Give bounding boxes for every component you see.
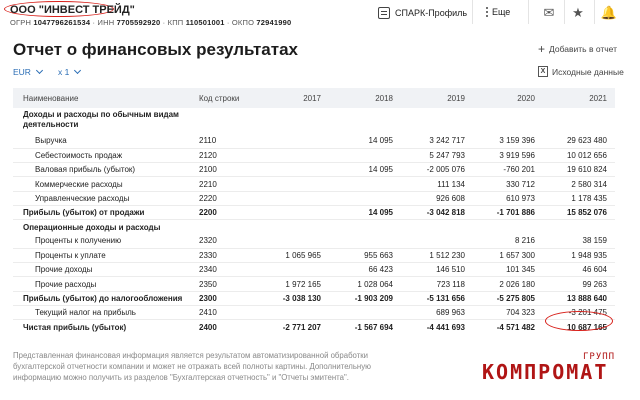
row-value: 111 134 <box>401 177 473 191</box>
toolbar-divider <box>528 0 529 24</box>
row-value <box>263 263 329 277</box>
row-value: 3 919 596 <box>473 148 543 162</box>
filters <box>13 67 80 77</box>
inn-value: 7705592920 <box>116 18 161 27</box>
row-value: -3 042 818 <box>401 205 473 219</box>
toolbar-divider <box>594 0 595 24</box>
more-label: Еще <box>492 7 511 17</box>
row-value: 10 687 165 <box>566 322 607 332</box>
table-row <box>13 320 615 334</box>
row-value: 8 216 <box>473 234 543 248</box>
row-code <box>191 220 263 234</box>
kpp-value: 110501001 <box>185 18 225 27</box>
plus-icon: + <box>538 42 546 56</box>
add-to-report-label: Добавить в отчет <box>549 44 618 54</box>
row-value: 955 663 <box>329 248 401 262</box>
row-value: -1 567 694 <box>354 322 393 332</box>
spark-profile-button[interactable] <box>378 7 467 19</box>
row-value: -3 038 130 <box>263 291 329 305</box>
row-value: 29 623 480 <box>543 134 615 148</box>
row-value: 330 712 <box>473 177 543 191</box>
row-value <box>401 220 473 234</box>
table-row <box>13 205 615 219</box>
row-value <box>263 234 329 248</box>
inn-label: ИНН <box>97 18 115 27</box>
row-name: Проценты к получению <box>13 234 191 248</box>
row-code: 2100 <box>191 163 263 177</box>
row-value <box>473 108 543 134</box>
row-value: 14 095 <box>329 205 401 219</box>
row-value <box>543 220 615 234</box>
row-code: 2340 <box>191 263 263 277</box>
row-value <box>263 306 329 320</box>
row-code: 2320 <box>191 234 263 248</box>
row-value <box>329 220 401 234</box>
more-dots-icon <box>486 7 488 17</box>
row-code: 2200 <box>191 205 263 219</box>
table-row <box>13 234 615 248</box>
multiplier-value: x 1 <box>57 67 70 77</box>
company-name: ООО "ИНВЕСТ ТРЕЙД" <box>10 4 135 16</box>
table-row <box>13 163 615 177</box>
top-bar <box>0 0 640 32</box>
table-row <box>13 291 615 305</box>
row-value <box>329 306 401 320</box>
document-icon <box>378 7 390 19</box>
table-header <box>13 88 615 108</box>
row-code: 2210 <box>191 177 263 191</box>
row-code: 2400 <box>199 322 217 332</box>
row-value: 46 604 <box>543 263 615 277</box>
row-value: 2 026 180 <box>473 277 543 291</box>
okpo-value: 72941990 <box>256 18 292 27</box>
multiplier-select[interactable] <box>58 67 80 77</box>
row-name: Себестоимость продаж <box>13 148 191 162</box>
row-value: 99 263 <box>543 277 615 291</box>
row-code: 2120 <box>191 148 263 162</box>
row-code: 2330 <box>191 248 263 262</box>
table-row <box>13 191 615 205</box>
more-button[interactable] <box>486 7 510 17</box>
header-year: 2017 <box>303 93 321 103</box>
add-to-report-button[interactable] <box>538 44 617 54</box>
row-value: 1 948 935 <box>543 248 615 262</box>
source-data-button[interactable] <box>538 66 624 77</box>
row-name: Прибыль (убыток) от продажи <box>13 205 191 219</box>
row-value: 14 095 <box>329 163 401 177</box>
row-value: 2 580 314 <box>543 177 615 191</box>
row-code: 2410 <box>191 306 263 320</box>
row-value: -2 771 207 <box>282 322 321 332</box>
row-value: 5 247 793 <box>401 148 473 162</box>
row-value: -5 275 805 <box>473 291 543 305</box>
row-code: 2300 <box>191 291 263 305</box>
header-year: 2019 <box>447 93 465 103</box>
row-value: 101 345 <box>473 263 543 277</box>
row-value: 14 095 <box>329 134 401 148</box>
row-name: Доходы и расходы по обычным видам деятельности <box>23 110 179 129</box>
row-value: 610 973 <box>473 191 543 205</box>
table-row <box>13 220 615 234</box>
toolbar-divider <box>564 0 565 24</box>
row-code: 2220 <box>191 191 263 205</box>
header-code: Код строки <box>199 93 240 103</box>
highlight-circle-net-profit <box>545 311 613 331</box>
row-value: 19 610 824 <box>543 163 615 177</box>
excel-icon: X <box>538 66 548 77</box>
row-value: -4 441 693 <box>426 322 465 332</box>
row-value: 3 242 717 <box>401 134 473 148</box>
row-value <box>329 108 401 134</box>
row-value: 723 118 <box>401 277 473 291</box>
row-value <box>543 108 615 134</box>
row-value: 15 852 076 <box>543 205 615 219</box>
row-value: 926 608 <box>401 191 473 205</box>
row-value: 10 012 656 <box>543 148 615 162</box>
source-data-label: Исходные данные <box>552 66 624 77</box>
row-name: Прочие доходы <box>13 263 191 277</box>
watermark-logo: КОМПРОМАТ <box>482 360 609 384</box>
row-value: 1 178 435 <box>543 191 615 205</box>
row-value: 1 657 300 <box>473 248 543 262</box>
row-value: 1 065 965 <box>263 248 329 262</box>
company-ids: ОГРН 1047796261534 · ИНН 7705592920 · КПП 110501001 · ОКПО 72941990 <box>10 18 292 27</box>
row-value <box>401 108 473 134</box>
row-name: Прибыль (убыток) до налогообложения <box>13 291 191 305</box>
table-row <box>13 248 615 262</box>
row-name: Операционные доходы и расходы <box>23 222 161 232</box>
financial-results-table <box>13 88 615 334</box>
row-value <box>401 234 473 248</box>
kpp-label: КПП <box>167 18 184 27</box>
row-value <box>263 177 329 191</box>
chevron-down-icon <box>74 67 81 74</box>
header-year: 2018 <box>375 93 393 103</box>
row-value <box>263 108 329 134</box>
row-value <box>263 205 329 219</box>
header-name: Наименование <box>23 93 79 103</box>
row-name: Валовая прибыль (убыток) <box>13 163 191 177</box>
row-value <box>263 148 329 162</box>
row-value <box>329 177 401 191</box>
ogrn-label: ОГРН <box>10 18 32 27</box>
row-name: Текущий налог на прибыль <box>13 306 191 320</box>
row-value: 704 323 <box>473 306 543 320</box>
currency-select[interactable] <box>13 67 42 77</box>
row-value: -3 201 475 <box>543 306 615 320</box>
watermark-sub: ГРУПП <box>583 352 616 362</box>
row-name: Управленческие расходы <box>13 191 191 205</box>
chevron-down-icon <box>36 67 43 74</box>
row-code: 2350 <box>191 277 263 291</box>
row-value <box>263 220 329 234</box>
table-row <box>13 277 615 291</box>
row-value: 3 159 396 <box>473 134 543 148</box>
star-icon[interactable]: ★ <box>572 5 584 20</box>
row-value: -760 201 <box>473 163 543 177</box>
row-value: -4 571 482 <box>496 322 535 332</box>
row-value: 38 159 <box>543 234 615 248</box>
currency-value: EUR <box>13 67 31 77</box>
row-value: 1 972 165 <box>263 277 329 291</box>
row-value: 146 510 <box>401 263 473 277</box>
row-value: -1 701 886 <box>473 205 543 219</box>
ogrn-value: 1047796261534 <box>33 18 91 27</box>
row-value: 66 423 <box>329 263 401 277</box>
row-value: 689 963 <box>401 306 473 320</box>
row-name: Прочие расходы <box>13 277 191 291</box>
row-value <box>263 163 329 177</box>
row-code: 2110 <box>191 134 263 148</box>
bell-icon[interactable]: 🔔 <box>600 5 618 20</box>
header-year: 2020 <box>517 93 535 103</box>
row-value <box>473 220 543 234</box>
table-row <box>13 108 615 134</box>
table-row <box>13 263 615 277</box>
page-title: Отчет о финансовых результатах <box>13 40 298 59</box>
okpo-label: ОКПО <box>231 18 255 27</box>
row-value: 13 888 640 <box>543 291 615 305</box>
disclaimer-text: Представленная финансовая информация является результатом автоматизированной обработки бухгалтерской отчетности компании и может не отражать всей полноты картины. Дополнительную информацию можно получить из разделов "Бухгалтерская отчетность" и "Отчеты эмитента". <box>13 351 371 382</box>
row-name: Коммерческие расходы <box>13 177 191 191</box>
row-value <box>329 234 401 248</box>
row-value: -1 903 209 <box>329 291 401 305</box>
table-row <box>13 306 615 320</box>
row-value <box>329 191 401 205</box>
header-year: 2021 <box>589 93 607 103</box>
table-row <box>13 134 615 148</box>
spark-profile-label: СПАРК-Профиль <box>395 8 468 18</box>
row-value: 1 512 230 <box>401 248 473 262</box>
row-value <box>329 148 401 162</box>
inbox-icon[interactable]: ✉ <box>543 5 555 20</box>
row-value: -5 131 656 <box>401 291 473 305</box>
row-value: -2 005 076 <box>401 163 473 177</box>
table-row <box>13 177 615 191</box>
row-value <box>263 191 329 205</box>
row-code <box>191 108 263 134</box>
toolbar-divider <box>472 0 473 24</box>
row-name: Чистая прибыль (убыток) <box>23 322 127 332</box>
table-row <box>13 148 615 162</box>
row-name: Выручка <box>13 134 191 148</box>
row-name: Проценты к уплате <box>13 248 191 262</box>
row-value: 1 028 064 <box>329 277 401 291</box>
row-value <box>263 134 329 148</box>
